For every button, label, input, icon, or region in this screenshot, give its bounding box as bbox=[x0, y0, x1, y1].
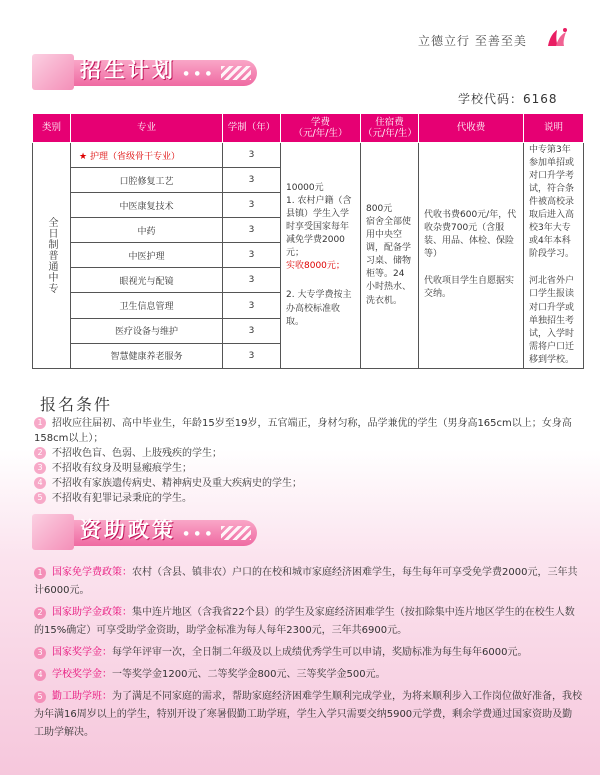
tuition-amount: 10000元 bbox=[286, 183, 324, 194]
policy-label: 国家奖学金： bbox=[52, 647, 112, 658]
policy-label: 国家助学金政策： bbox=[52, 607, 132, 618]
duration-cell: 3 bbox=[223, 268, 281, 293]
policy-list bbox=[34, 564, 582, 742]
school-code: 学校代码：6168 bbox=[458, 92, 558, 106]
col-header-tuition: 学费 （元/年/生） bbox=[281, 114, 361, 143]
policy-text: 每学年评审一次，全日制二年级及以上成绩优秀学生可以申请，奖励标准为每生每年6000元。 bbox=[112, 647, 528, 658]
duration-cell: 3 bbox=[223, 168, 281, 193]
category-label: 全日制普通中专 bbox=[46, 216, 57, 294]
tuition-cell bbox=[281, 143, 361, 369]
conditions-title: 报名条件 bbox=[40, 395, 113, 414]
dorm-cell bbox=[361, 143, 419, 369]
list-item bbox=[34, 446, 582, 461]
policy-title: 资助政策 bbox=[80, 518, 176, 542]
number-badge-icon: 3 bbox=[34, 462, 46, 474]
duration-cell: 3 bbox=[223, 243, 281, 268]
list-item bbox=[34, 666, 582, 684]
condition-text: 招收应往届初、高中毕业生，年龄15岁至19岁，五官端正，身材匀称，品学兼优的学生（男身高165cm以上；女身高158cm以上）； bbox=[34, 418, 572, 444]
policy-text: 农村（含县、镇非农）户口的在校和城市家庭经济困难学生，每生每年可享受免学费2000元，三年共计6000元。 bbox=[34, 567, 578, 596]
condition-text: 不招收有纹身及明显瘢痕学生； bbox=[52, 463, 192, 474]
list-item bbox=[34, 461, 582, 476]
col-header-duration: 学制（年） bbox=[223, 114, 281, 143]
school-logo-icon bbox=[544, 26, 570, 50]
table-header-row bbox=[33, 114, 584, 143]
policy-label: 学校奖学金： bbox=[52, 669, 112, 680]
duration-cell: 3 bbox=[223, 343, 281, 368]
number-badge-icon: 3 bbox=[34, 647, 46, 659]
major-name: 中药 bbox=[71, 218, 223, 243]
number-badge-icon: 4 bbox=[34, 669, 46, 681]
agency-fee-cell bbox=[419, 143, 524, 369]
number-badge-icon: 5 bbox=[34, 691, 46, 703]
col-header-agency-fee: 代收费 bbox=[419, 114, 524, 143]
category-cell bbox=[33, 143, 71, 369]
number-badge-icon: 2 bbox=[34, 607, 46, 619]
agency-fee-text: 代收书费600元/年，代收杂费700元（含服装、用品、体检、保险等） bbox=[424, 210, 517, 260]
duration-cell: 3 bbox=[223, 318, 281, 343]
notes-text-2: 河北省外户口学生报读对口升学或单独招生考试，入学时需将户口迁移到学校。 bbox=[529, 276, 575, 365]
major-cell bbox=[71, 143, 223, 168]
number-badge-icon: 1 bbox=[34, 567, 46, 579]
number-badge-icon: 1 bbox=[34, 417, 46, 429]
major-name: 中医护理 bbox=[71, 243, 223, 268]
col-header-category: 类别 bbox=[33, 114, 71, 143]
star-icon: ★ bbox=[79, 151, 88, 162]
policy-text: 集中连片地区（含我省22个县）的学生及家庭经济困难学生（按扣除集中连片地区学生的在校生人数的15%确定）可享受助学金资助，助学金标准为每人每年2300元，三年共6900元。 bbox=[34, 607, 575, 636]
enroll-title: 招生计划 bbox=[80, 58, 176, 82]
list-item bbox=[34, 688, 582, 742]
tuition-rural-note: 1. 农村户籍（含县镇）学生入学时享受国家每年减免学费2000元； bbox=[286, 196, 352, 259]
table-row bbox=[33, 143, 584, 168]
condition-text: 不招收有家族遗传病史、精神病史及重大疾病史的学生； bbox=[52, 478, 302, 489]
col-header-dorm: 住宿费 （元/年/生） bbox=[361, 114, 419, 143]
tuition-college-note: 2. 大专学费按主办高校标准收取。 bbox=[286, 290, 352, 327]
policy-text: 一等奖学金1200元、二等奖学金800元、三等奖学金500元。 bbox=[112, 669, 386, 680]
major-name: 护理（省级骨干专业） bbox=[89, 151, 180, 162]
policy-label: 勤工助学班： bbox=[52, 691, 112, 702]
list-item bbox=[34, 644, 582, 662]
duration-cell: 3 bbox=[223, 143, 281, 168]
tuition-actual: 实收8000元； bbox=[286, 261, 345, 272]
condition-text: 不招收有犯罪记录秉庇的学生。 bbox=[52, 493, 192, 504]
major-name: 中医康复技术 bbox=[71, 193, 223, 218]
policy-text: 为了满足不同家庭的需求，帮助家庭经济困难学生顺利完成学业，为将来顺利步入工作岗位做好准备，我校为年满16周岁以上的学生，特别开设了寒暑假勤工助学班，学生入学只需要交纳5900元学费，剩余学费通过国家资助及勤工助学解决。 bbox=[34, 691, 582, 738]
enroll-banner: 招生计划 ● ● ● bbox=[32, 52, 257, 88]
number-badge-icon: 4 bbox=[34, 477, 46, 489]
number-badge-icon: 5 bbox=[34, 492, 46, 504]
list-item bbox=[34, 476, 582, 491]
major-name: 医疗设备与维护 bbox=[71, 318, 223, 343]
list-item bbox=[34, 604, 582, 640]
duration-cell: 3 bbox=[223, 193, 281, 218]
conditions-list bbox=[34, 416, 582, 506]
dorm-text: 800元 宿舍全部使用中央空调，配备学习桌、储物柜等。24小时热水、洗衣机。 bbox=[366, 204, 412, 306]
duration-cell: 3 bbox=[223, 293, 281, 318]
list-item bbox=[34, 491, 582, 506]
list-item bbox=[34, 416, 582, 446]
major-name: 口腔修复工艺 bbox=[71, 168, 223, 193]
duration-cell: 3 bbox=[223, 218, 281, 243]
col-header-notes: 说明 bbox=[524, 114, 584, 143]
condition-text: 不招收色盲、色弱、上肢残疾的学生； bbox=[52, 448, 222, 459]
policy-banner: 资助政策 ● ● ● bbox=[32, 512, 257, 548]
list-item bbox=[34, 564, 582, 600]
school-slogan: 立德立行 至善至美 bbox=[418, 34, 527, 48]
col-header-major: 专业 bbox=[71, 114, 223, 143]
number-badge-icon: 2 bbox=[34, 447, 46, 459]
major-name: 眼视光与配镜 bbox=[71, 268, 223, 293]
notes-text-1: 中专第3年参加单招或对口升学考试，符合条件被高校录取后进入高校3年大专或4年本科阶段学习。 bbox=[529, 145, 575, 260]
major-name: 卫生信息管理 bbox=[71, 293, 223, 318]
major-name: 智慧健康养老服务 bbox=[71, 343, 223, 368]
enroll-table bbox=[32, 113, 584, 369]
notes-cell bbox=[524, 143, 584, 369]
policy-label: 国家免学费政策： bbox=[52, 567, 132, 578]
agency-fee-note: 代收项目学生自愿据实交纳。 bbox=[424, 276, 515, 300]
